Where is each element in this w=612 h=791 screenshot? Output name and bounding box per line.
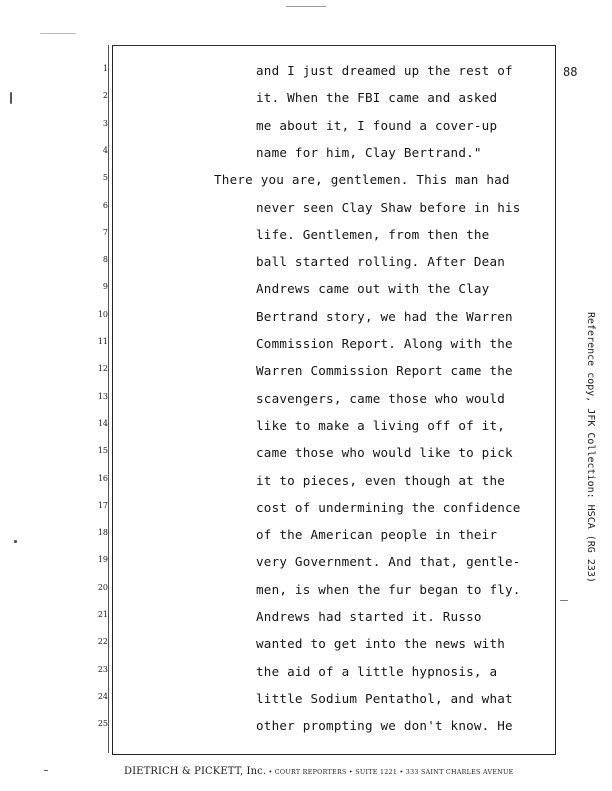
street-address: 333 SAINT CHARLES AVENUE (405, 769, 514, 776)
line-number: 1 (102, 64, 108, 73)
page-number: 88 (563, 65, 578, 79)
transcript-line: men, is when the fur began to fly. (256, 581, 521, 597)
transcript-line: Bertrand story, we had the Warren (256, 308, 513, 324)
transcript-line: Andrews came out with the Clay (256, 281, 490, 297)
scan-speck (40, 33, 76, 34)
transcript-line: the aid of a little hypnosis, a (256, 663, 498, 679)
line-number: 14 (97, 418, 108, 428)
transcript-line: Commission Report. Along with the (256, 336, 513, 351)
transcript-line: ball started rolling. After Dean (256, 254, 506, 270)
transcript-line: Andrews had started it. Russo (256, 609, 482, 624)
margin-rule (108, 45, 109, 753)
line-number: 19 (97, 555, 108, 565)
line-number: 9 (102, 282, 108, 292)
scan-speck (286, 6, 326, 7)
line-number: 4 (102, 145, 108, 155)
reporter-footer (124, 766, 514, 777)
line-number: 21 (97, 610, 108, 619)
transcript-line: very Government. And that, gentle- (256, 554, 521, 570)
transcript-line: scavengers, came those who would (256, 390, 506, 406)
line-number: 2 (102, 91, 108, 101)
footer-separator: • (266, 769, 275, 776)
line-number: 17 (97, 500, 108, 510)
transcript-line: cost of undermining the confidence (256, 499, 521, 515)
transcript-line: of the American people in their (256, 527, 498, 543)
transcript-line: wanted to get into the news with (256, 636, 506, 652)
line-number: 13 (97, 391, 108, 401)
transcript-line: little Sodium Pentathol, and what (256, 690, 513, 706)
scan-speck (14, 540, 17, 543)
transcript-line: name for him, Clay Bertrand." (256, 144, 482, 160)
transcript-line: Warren Commission Report came the (256, 363, 513, 379)
transcript-line: came those who would like to pick (256, 445, 513, 461)
line-number: 25 (97, 719, 108, 729)
transcript-line: it to pieces, even though at the (256, 472, 506, 488)
transcript-line: and I just dreamed up the rest of (256, 63, 513, 78)
firm-name: DIETRICH & PICKETT, Inc. (124, 766, 267, 777)
line-number: 12 (97, 364, 108, 374)
transcript-line: me about it, I found a cover-up (256, 117, 498, 133)
suite-label: SUITE 1221 (355, 769, 398, 776)
line-number: 24 (97, 691, 108, 701)
line-number: 15 (97, 446, 108, 456)
line-number: 20 (97, 582, 108, 592)
line-number: 11 (97, 337, 108, 346)
transcript-line: it. When the FBI came and asked (256, 90, 498, 106)
scan-speck (10, 92, 12, 104)
line-number: 18 (97, 528, 108, 538)
transcript-line: There you are, gentlemen. This man had (214, 172, 510, 188)
court-reporters-label: COURT REPORTERS (274, 769, 347, 776)
line-number: 6 (102, 200, 108, 210)
transcript-line: other prompting we don't know. He (256, 718, 513, 734)
line-number: 7 (102, 227, 108, 237)
footer-separator: • (397, 769, 406, 776)
line-number: 8 (102, 255, 108, 265)
footer-separator: • (346, 769, 356, 776)
line-number: 10 (97, 309, 108, 319)
transcript-line: life. Gentlemen, from then the (256, 226, 490, 242)
archive-stamp: Reference copy, JFK Collection: HSCA (RG 233) (585, 312, 596, 583)
line-number: 3 (102, 118, 108, 128)
transcript-line: like to make a living off of it, (256, 417, 506, 433)
line-number: 22 (97, 637, 108, 647)
line-number: 16 (97, 473, 108, 483)
line-number: 23 (97, 664, 108, 674)
scan-speck (560, 600, 568, 601)
scan-speck (44, 770, 48, 771)
line-number: 5 (102, 173, 108, 183)
transcript-line: never seen Clay Shaw before in his (256, 199, 521, 215)
